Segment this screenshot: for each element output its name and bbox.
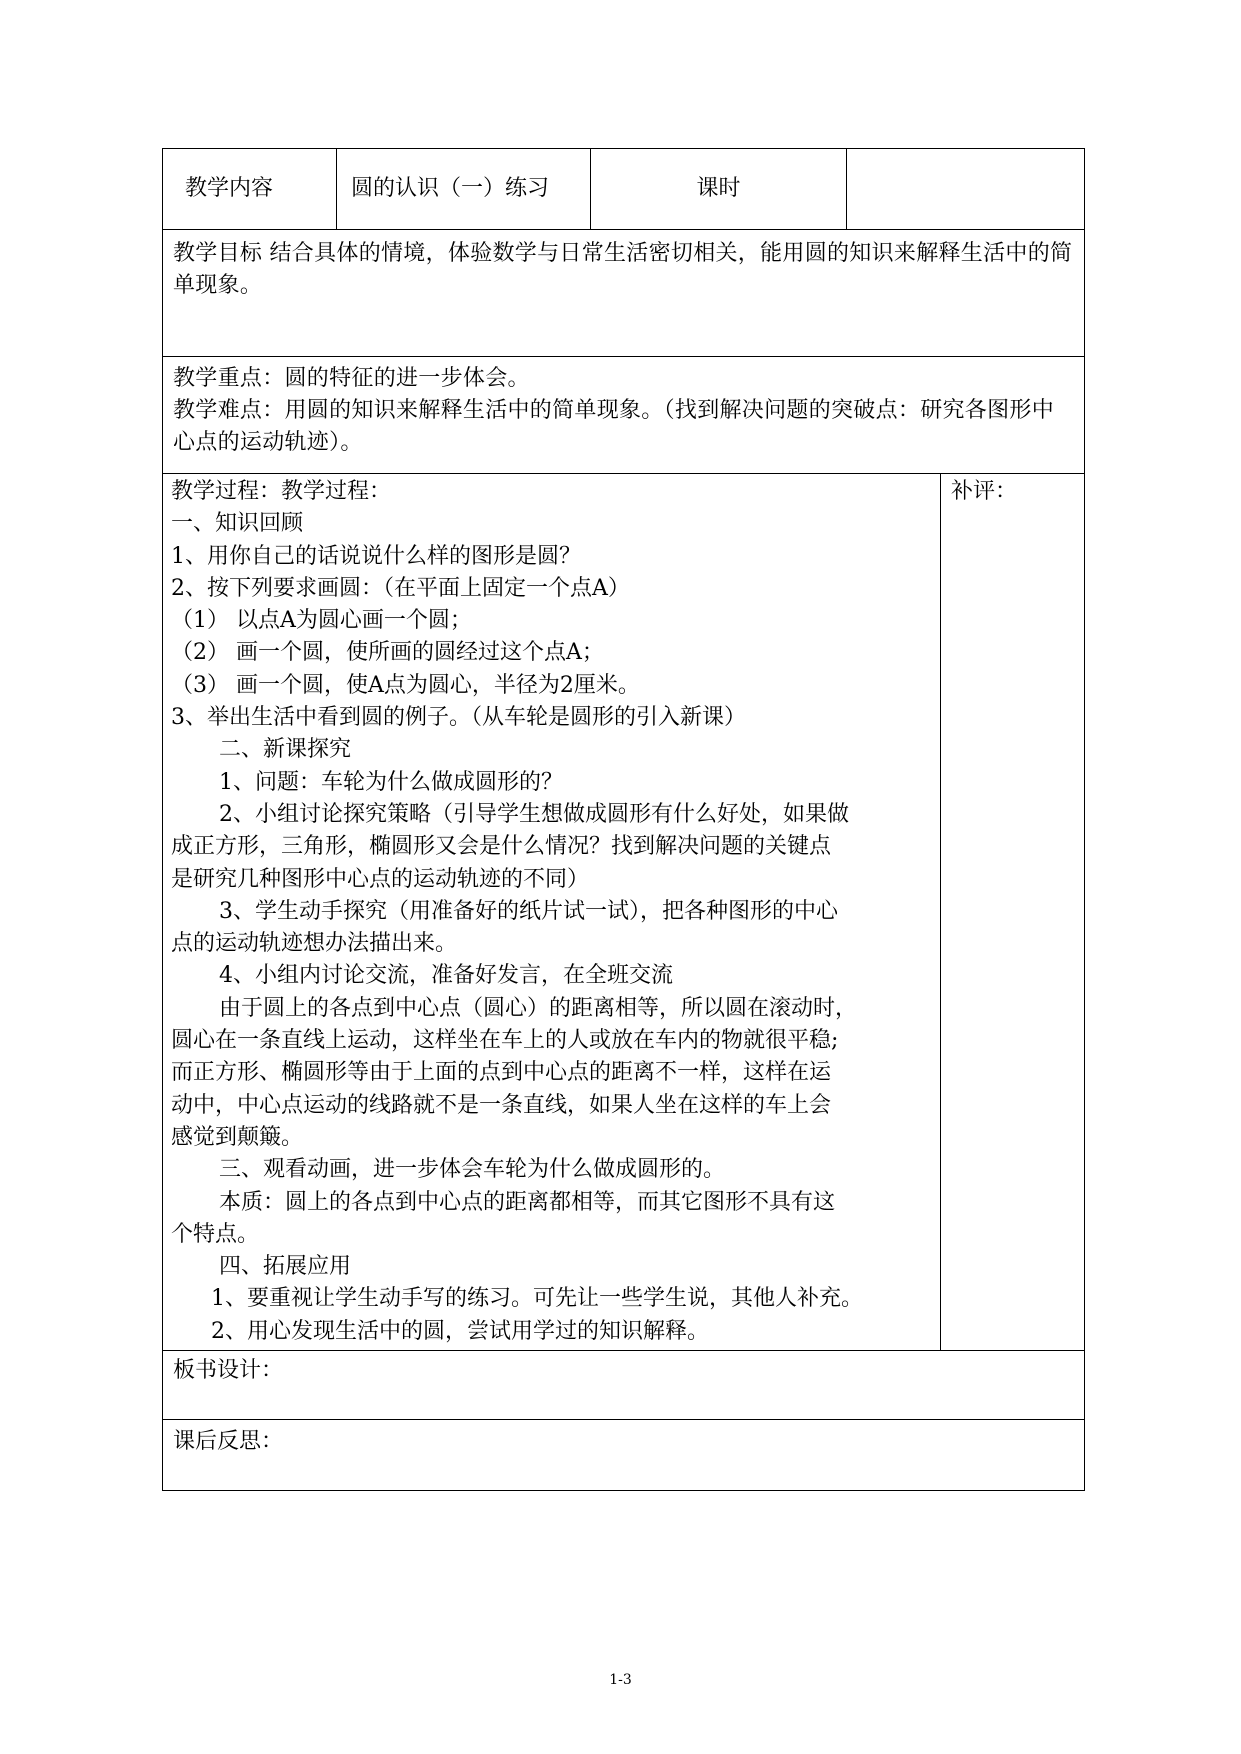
- process-line: 二、新课探究: [219, 737, 352, 763]
- lesson-title: 圆的认识（一）练习: [337, 149, 591, 230]
- process-line: 1、要重视让学生动手写的练习。可先让一些学生说，其他人补充。: [211, 1286, 863, 1312]
- teaching-difficulty: 教学难点：用圆的知识来解释生活中的简单现象。（找到解决问题的突破点：研究各图形中心点的运动轨迹）。: [173, 398, 1055, 455]
- review-notes: 补评：: [941, 474, 1085, 1351]
- process-line: 三、观看动画，进一步体会车轮为什么做成圆形的。: [219, 1157, 726, 1183]
- keypoints-cell: [163, 357, 1085, 474]
- process-line: 而正方形、椭圆形等由于上面的点到中心点的距离不一样，这样在运: [171, 1060, 832, 1086]
- process-line: （2） 画一个圆，使所画的圆经过这个点A；: [171, 640, 604, 666]
- process-line: 感觉到颠簸。: [171, 1124, 304, 1150]
- page-number: 1-3: [609, 1672, 632, 1688]
- period-value: [847, 149, 1085, 230]
- process-line: 是研究几种图形中心点的运动轨迹的不同）: [171, 866, 590, 892]
- goal-row: [163, 230, 1085, 357]
- period-label: 课时: [591, 149, 847, 230]
- process-line: 个特点。: [171, 1221, 260, 1247]
- process-line: 一、知识回顾: [171, 511, 304, 537]
- board-row: [163, 1351, 1085, 1420]
- header-row: [163, 149, 1085, 230]
- process-line: （1） 以点A为圆心画一个圆；: [171, 608, 472, 634]
- process-line: 4、小组内讨论交流，准备好发言，在全班交流: [219, 963, 673, 989]
- teaching-process: [163, 474, 941, 1351]
- process-line: 2、按下列要求画圆：（在平面上固定一个点A）: [171, 575, 630, 601]
- process-line: 本质：圆上的各点到中心点的距离都相等，而其它图形不具有这: [219, 1189, 836, 1215]
- process-line: 点的运动轨迹想办法描出来。: [171, 931, 458, 957]
- process-row: [163, 474, 1085, 1351]
- process-line: （3） 画一个圆，使A点为圆心，半径为2厘米。: [171, 672, 640, 698]
- process-line: 2、小组讨论探究策略（引导学生想做成圆形有什么好处，如果做: [219, 801, 849, 827]
- process-line: 动中，中心点运动的线路就不是一条直线，如果人坐在这样的车上会: [171, 1092, 832, 1118]
- process-line: 1、问题：车轮为什么做成圆形的？: [219, 769, 563, 795]
- process-line: 由于圆上的各点到中心点（圆心）的距离相等，所以圆在滚动时，: [219, 995, 858, 1021]
- lesson-plan-table: [162, 148, 1085, 1491]
- process-line: 四、拓展应用: [219, 1254, 352, 1280]
- post-class-reflection: 课后反思：: [163, 1420, 1085, 1491]
- process-line: 2、用心发现生活中的圆，尝试用学过的知识解释。: [211, 1318, 709, 1344]
- process-line: 教学过程：教学过程：: [171, 479, 392, 504]
- teaching-goal: 教学目标 结合具体的情境，体验数学与日常生活密切相关，能用圆的知识来解释生活中的简单现象。: [163, 230, 1085, 357]
- process-line: 3、学生动手探究（用准备好的纸片试一试），把各种图形的中心: [219, 898, 838, 924]
- process-line: 成正方形，三角形，椭圆形又会是什么情况？找到解决问题的关键点: [171, 834, 832, 860]
- reflection-row: [163, 1420, 1085, 1491]
- process-line: 3、举出生活中看到圆的例子。（从车轮是圆形的引入新课）: [171, 705, 746, 731]
- teaching-focus: 教学重点：圆的特征的进一步体会。: [173, 366, 530, 391]
- content-label: 教学内容: [163, 149, 337, 230]
- process-line: 圆心在一条直线上运动，这样坐在车上的人或放在车内的物就很平稳;: [171, 1028, 839, 1054]
- keypoints-row: [163, 357, 1085, 474]
- board-design: 板书设计：: [163, 1351, 1085, 1420]
- process-line: 1、用你自己的话说说什么样的图形是圆？: [171, 543, 581, 569]
